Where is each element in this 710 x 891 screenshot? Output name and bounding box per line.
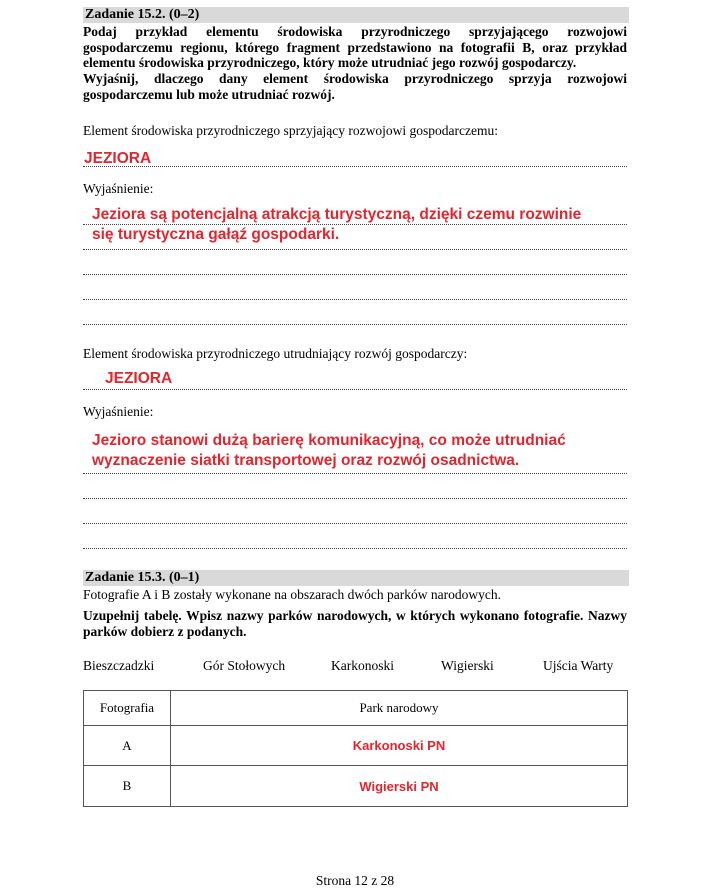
park-option: Bieszczadzki <box>83 658 155 673</box>
task-15-2-instruction-1: Podaj przykład elementu środowiska przyrodniczego sprzyjającego rozwojowi gospodarczemu regionu, którego fragment przedstawiono na fotografii B, oraz przykład elementu środowiska przyrodniczego, który może utrudniać jego rozwój gospodarczy. <box>83 24 627 70</box>
task-15-2-header: Zadanie 15.2. (0–2) <box>83 7 629 23</box>
answer-line <box>83 274 627 275</box>
park-answer-cell: Wigierski PN <box>171 766 628 807</box>
task-15-3-header: Zadanie 15.3. (0–1) <box>83 570 629 586</box>
answer-line <box>83 224 627 225</box>
hindering-explanation-line-1: Jezioro stanowi dużą barierę komunikacyjną, co może utrudniać <box>92 432 566 449</box>
answer-line <box>83 166 627 167</box>
answer-line <box>83 249 627 250</box>
task-15-2-instruction-2: Wyjaśnij, dlaczego dany element środowiska przyrodniczego sprzyja rozwojowi gospodarczemu lub może utrudniać rozwój. <box>83 71 627 102</box>
col-header-photo: Fotografia <box>84 691 171 726</box>
park-option: Wigierski <box>441 658 494 673</box>
photo-cell: A <box>84 726 171 766</box>
answer-line <box>83 324 627 325</box>
favorable-element-answer: JEZIORA <box>84 150 152 167</box>
favorable-element-label: Element środowiska przyrodniczego sprzyjający rozwojowi gospodarczemu: <box>83 123 498 138</box>
park-option: Karkonoski <box>331 658 394 673</box>
table-row <box>84 726 628 766</box>
answer-line <box>83 389 627 390</box>
favorable-explanation-line-1: Jeziora są potencjalną atrakcją turystyczną, dzięki czemu rozwinie <box>92 206 582 223</box>
answer-line <box>83 523 627 524</box>
hindering-element-label: Element środowiska przyrodniczego utrudniający rozwój gospodarczy: <box>83 346 468 361</box>
hindering-element-answer: JEZIORA <box>105 370 173 387</box>
explanation-label-1: Wyjaśnienie: <box>83 181 154 196</box>
task-15-3-intro: Fotografie A i B zostały wykonane na obszarach dwóch parków narodowych. <box>83 587 502 602</box>
hindering-explanation-line-2: wyznaczenie siatki transportowej oraz rozwój osadnictwa. <box>92 452 520 469</box>
park-option: Gór Stołowych <box>203 658 286 673</box>
answer-line <box>83 299 627 300</box>
photo-cell: B <box>84 766 171 807</box>
answer-line <box>83 473 627 474</box>
explanation-label-2: Wyjaśnienie: <box>83 404 154 419</box>
page-footer: Strona 12 z 28 <box>315 873 395 888</box>
answer-line <box>83 548 627 549</box>
answer-line <box>83 498 627 499</box>
favorable-explanation-line-2: się turystyczna gałąź gospodarki. <box>92 226 340 243</box>
park-answer-cell: Karkonoski PN <box>171 726 628 766</box>
task-15-3-instruction: Uzupełnij tabelę. Wpisz nazwy parków narodowych, w których wykonano fotografie. Nazwy parków dobierz z podanych. <box>83 608 627 639</box>
table-row <box>84 766 628 807</box>
park-table <box>83 690 628 807</box>
col-header-park: Park narodowy <box>171 691 628 726</box>
park-option: Ujścia Warty <box>543 658 614 673</box>
